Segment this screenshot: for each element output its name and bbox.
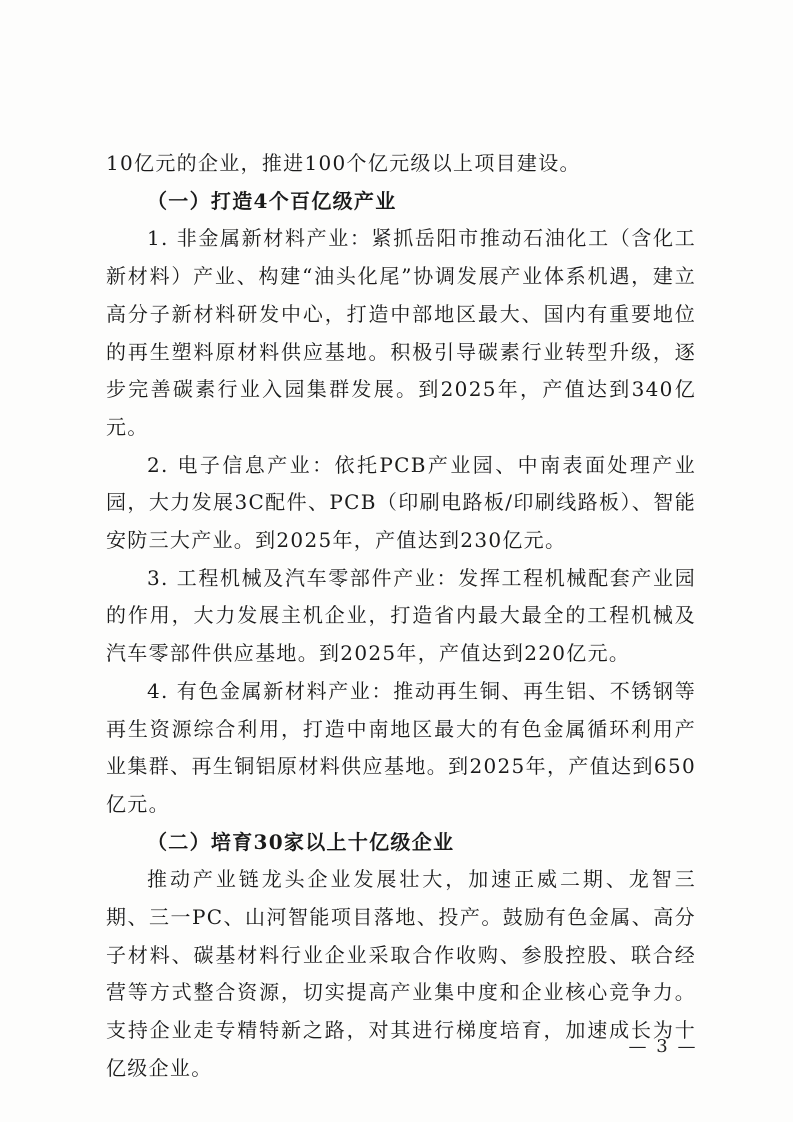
industry-item-electronics: 2. 电子信息产业：依托PCB产业园、中南表面处理产业园，大力发展3C配件、PCB（印刷电路板/印刷线路板）、智能安防三大产业。到2025年，产值达到230亿元。 <box>106 452 696 553</box>
industry-item-nonferrous: 4. 有色金属新材料产业：推动再生铜、再生铝、不锈钢等再生资源综合利用，打造中南地区最大的有色金属循环利用产业集群、再生铜铝原材料供应基地。到2025年，产值达到650亿元。 <box>106 678 696 816</box>
section-heading-1: （一）打造4个百亿级产业 <box>147 188 397 213</box>
enterprise-paragraph: 推动产业链龙头企业发展壮大，加速正威二期、龙智三期、三一PC、山河智能项目落地、投产。鼓励有色金属、高分子材料、碳基材料行业企业采取合作收购、参股控股、联合经营等方式整合资源，切实提高产业集中度和企业核心竞争力。支持企业走专精特新之路，对其进行梯度培育，加速成长为十亿级企业。 <box>106 867 696 1080</box>
industry-item-nonmetal: 1. 非金属新材料产业：紧抓岳阳市推动石油化工（含化工新材料）产业、构建“油头化尾”协调发展产业体系机遇，建立高分子新材料研发中心，打造中部地区最大、国内有重要地位的再生塑料原材料供应基地。积极引导碳素行业转型升级，逐步完善碳素行业入园集群发展。到2025年，产值达到340亿元。 <box>106 226 696 439</box>
opening-line: 10亿元的企业，推进100个亿元级以上项目建设。 <box>106 151 581 175</box>
document-body <box>106 145 696 1088</box>
page-number: — 3 — <box>628 1036 698 1057</box>
industry-item-machinery: 3. 工程机械及汽车零部件产业：发挥工程机械配套产业园的作用，大力发展主机企业，打造省内最大最全的工程机械及汽车零部件供应基地。到2025年，产值达到220亿元。 <box>106 565 696 666</box>
section-heading-2: （二）培育30家以上十亿级企业 <box>147 829 455 854</box>
